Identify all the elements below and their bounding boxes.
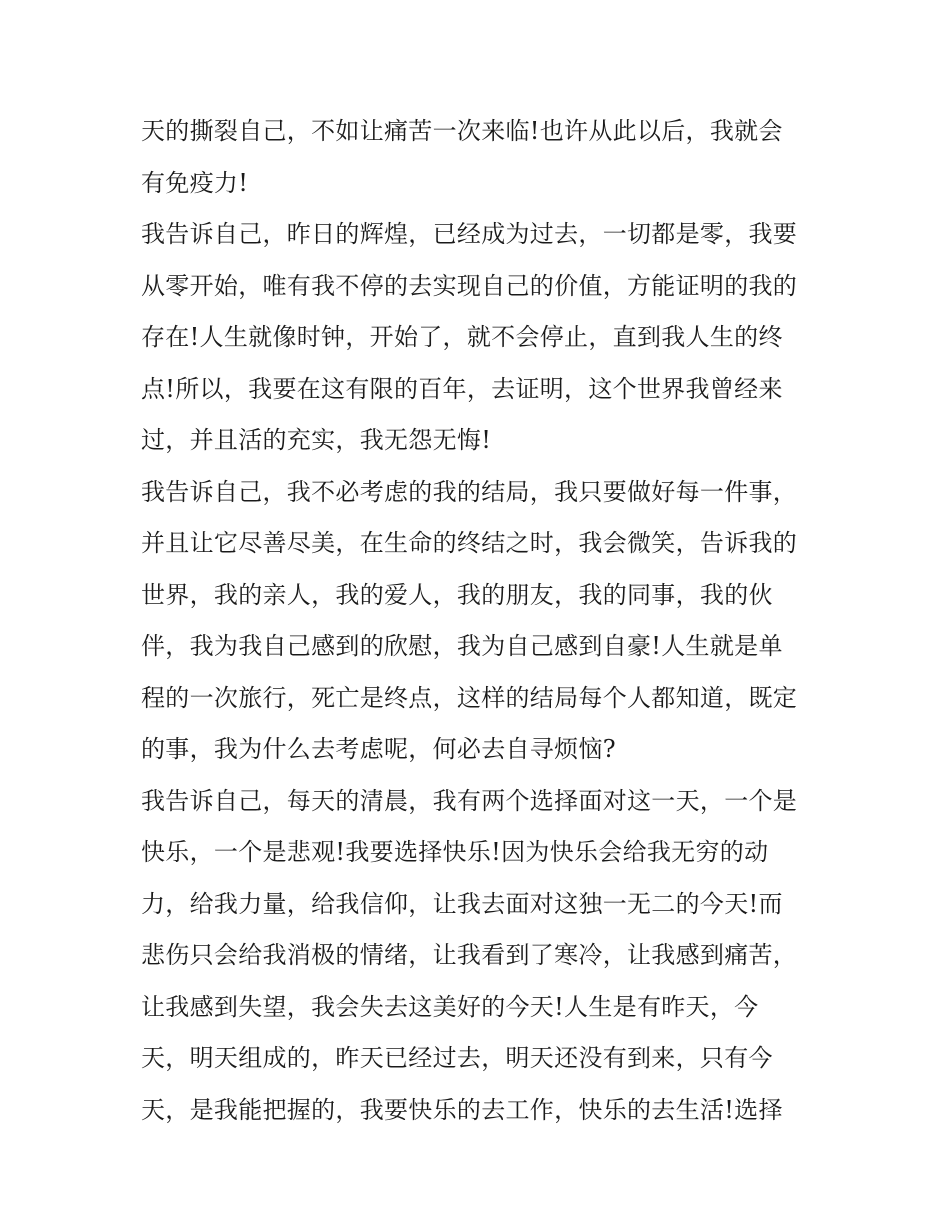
text-line: 伴，我为我自己感到的欣慰，我为自己感到自豪!人生就是单	[141, 632, 783, 660]
text-line: 让我感到失望，我会失去这美好的今天!人生是有昨天，今	[141, 992, 759, 1021]
text-line: 存在!人生就像时钟，开始了，就不会停止，直到我人生的终	[141, 323, 783, 351]
text-line: 天的撕裂自己，不如让痛苦一次来临!也许从此以后，我就会	[141, 117, 783, 145]
text-line: 我告诉自己，每天的清晨，我有两个选择面对这一天，一个是	[141, 786, 798, 815]
text-line: 有免疫力!	[141, 168, 249, 197]
text-line: 天，是我能把握的，我要快乐的去工作，快乐的去生活!选择	[141, 1095, 783, 1124]
text-line: 并且让它尽善尽美，在生命的终结之时，我会微笑，告诉我的	[141, 529, 798, 557]
text-line: 程的一次旅行，死亡是终点，这样的结局每个人都知道，既定	[141, 683, 798, 712]
text-line: 从零开始，唯有我不停的去实现自己的价值，方能证明的我的	[141, 271, 798, 300]
text-line: 的事，我为什么去考虑呢，何必去自寻烦恼?	[141, 735, 616, 763]
text-line: 我告诉自己，我不必考虑的我的结局，我只要做好每一件事，	[141, 477, 798, 506]
text-line: 我告诉自己，昨日的辉煌，已经成为过去，一切都是零，我要	[141, 220, 798, 248]
text-line: 点!所以，我要在这有限的百年，去证明，这个世界我曾经来	[141, 374, 783, 403]
text-line: 悲伤只会给我消极的情绪，让我看到了寒冷，让我感到痛苦，	[141, 941, 798, 969]
body-text	[141, 106, 821, 1136]
text-line: 天，明天组成的，昨天已经过去，明天还没有到来，只有今	[141, 1044, 773, 1072]
text-line: 过，并且活的充实，我无怨无悔!	[141, 426, 492, 454]
text-line: 世界，我的亲人，我的爱人，我的朋友，我的同事，我的伙	[141, 580, 773, 609]
text-line: 力，给我力量，给我信仰，让我去面对这独一无二的今天!而	[141, 889, 783, 918]
text-line: 快乐，一个是悲观!我要选择快乐!因为快乐会给我无穷的动	[141, 838, 769, 866]
